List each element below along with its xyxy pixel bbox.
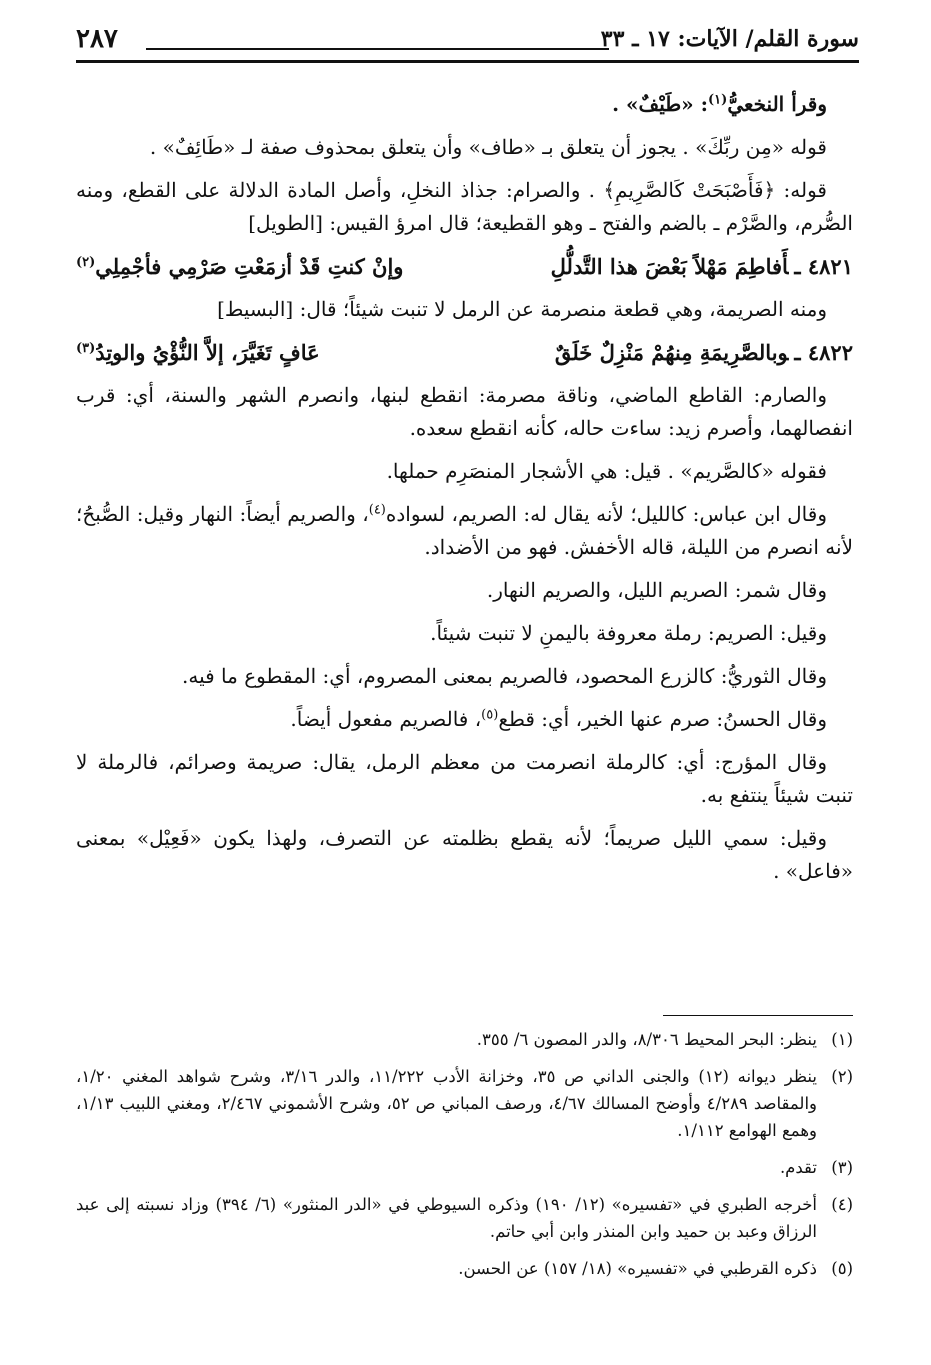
- poetry-verse: [76, 250, 853, 283]
- footnote-text: ذكره القرطبي في «تفسيره» (١٨/ ١٥٧) عن الحسن.: [458, 1259, 817, 1278]
- footnote-number: (٥): [831, 1259, 853, 1278]
- text: : «طَيْفٌ» .: [612, 92, 709, 116]
- footnote: [76, 1154, 853, 1181]
- text: وقرأ النخعيُّ: [727, 92, 827, 116]
- footnotes: [76, 1026, 853, 1292]
- paragraph: ومنه الصريمة، وهي قطعة منصرمة عن الرمل لا تنبت شيئاً؛ قال: [البسيط]: [217, 297, 827, 321]
- paragraph: والصارم: القاطع الماضي، وناقة مصرمة: انقطع لبنها، وانصرم الشهر والسنة، أي: قرب انفصالهما، وأصرم زيد: ساءت حاله، كأنه انقطع سعده.: [76, 383, 853, 440]
- main-text: [76, 88, 853, 898]
- verse-first-hemistich: وبالصَّرِيمَةِ مِنهُمْ مَنْزِلٌ خَلَقٌ: [554, 340, 789, 365]
- text: وقال ابن عباس: كالليل؛ لأنه يقال له: الصريم، لسواده: [385, 502, 827, 526]
- page-header: [76, 22, 859, 66]
- footnote-ref: (٣): [76, 341, 96, 356]
- footnote: [76, 1255, 853, 1282]
- footnote-ref: (٥): [481, 707, 499, 723]
- text: وقال الحسنُ: صرم عنها الخير، أي: قطع: [498, 707, 827, 731]
- footnote-text: ينظر ديوانه (١٢) والجنى الداني ص ٣٥، وخزانة الأدب ١١/٢٢٢، والدر ٣/١٦، وشرح شواهد المغني ١/٢٠، والمقاصد ٤/٢٨٩ وأوضح المسالك ٤/٦٧، ورصف المباني ص ٥٢، وشرح الأشموني ٢/٤٦٧، ومغني اللبيب ١/١٣، وهمع الهوامع ١/١١٢.: [76, 1067, 818, 1140]
- verse-second-hemistich: عَافٍ تَغَيَّرَ، إلاَّ النُّؤْيُ والوتِدُ: [95, 340, 320, 365]
- verse-second-hemistich: وإنْ كنتِ قَدْ أزمَعْتِ صَرْمِي فأجْمِلِي: [95, 254, 404, 279]
- paragraph: قوله «مِن ربِّكَ» . يجوز أن يتعلق بـ «طاف» وأن يتعلق بمحذوف صفة لـ «طَائِفٌ» .: [149, 135, 827, 159]
- header-line: [146, 48, 609, 50]
- verse-first-hemistich: أَفاطِمَ مَهْلاً بَعْضَ هذا التَّدلُّلِ: [550, 254, 789, 279]
- paragraph: وقيل: الصريم: رملة معروفة باليمنِ لا تنبت شيئاً.: [430, 621, 827, 645]
- footnote-number: (٢): [831, 1067, 853, 1086]
- footnote-ref: (٤): [368, 502, 386, 518]
- footnote: [76, 1063, 853, 1144]
- footnote-text: ينظر: البحر المحيط ٨/٣٠٦، والدر المصون ٦/ ٣٥٥.: [476, 1030, 817, 1049]
- paragraph: وقال شمر: الصريم الليل، والصريم النهار.: [486, 578, 827, 602]
- paragraph: [76, 703, 853, 736]
- text: ، فالصريم مفعول أيضاً.: [290, 707, 482, 731]
- footnote: [76, 1191, 853, 1245]
- paragraph: وقيل: سمي الليل صريماً؛ لأنه يقطع بظلمته عن التصرف، ولهذا يكون «فَعِيْل» بمعنى «فاعل» .: [76, 826, 853, 883]
- text: ، والصريم أيضاً: النهار وقيل: الصُّبحُ؛ لأنه انصرم من الليلة، قاله الأخفش. فهو من الأضداد.: [76, 502, 853, 559]
- footnote-number: (٤): [831, 1195, 853, 1214]
- footnote-text: تقدم.: [779, 1158, 817, 1177]
- footnote-ref: (٢): [76, 255, 96, 270]
- paragraph: فقوله «كالصَّريم» . قيل: هي الأشجار المنصَرِم حملها.: [386, 459, 827, 483]
- footnote-separator: [663, 1015, 853, 1016]
- footnote-ref: (١): [708, 92, 728, 108]
- footnote-number: (٣): [831, 1158, 853, 1177]
- footnote: [76, 1026, 853, 1053]
- poetry-verse: [76, 336, 853, 369]
- paragraph: وقال الثوريُّ: كالزرع المحصود، فالصريم بمعنى المصروم، أي: المقطوع ما فيه.: [182, 664, 827, 688]
- paragraph: قوله: ﴿فَأَصْبَحَتْ كَالصَّرِيمِ﴾ . والصرام: جذاذ النخلِ، وأصل المادة الدلالة على القطع، ومنه الصُّرم، والصَّرْم ـ بالضم والفتح ـ وهو القطيعة؛ قال امرؤ القيس: [الطويل]: [76, 178, 853, 235]
- paragraph: [76, 498, 853, 564]
- running-title: سورة القلم/ الآيات: ١٧ ـ ٣٣: [600, 26, 859, 52]
- footnote-number: (١): [831, 1030, 853, 1049]
- footnote-text: أخرجه الطبري في «تفسيره» (١٢/ ١٩٠) وذكره السيوطي في «الدر المنثور» (٦/ ٣٩٤) وزاد نسبته إلى عبد الرزاق وعبد بن حميد وابن المنذر وابن أبي حاتم.: [76, 1195, 818, 1241]
- paragraph: وقال المؤرج: أي: كالرملة انصرمت من معظم الرمل، يقال: صريمة وصرائم، فالرملة لا تنبت شيئاً ينتفع به.: [76, 750, 853, 807]
- paragraph: [76, 88, 853, 121]
- verse-number: ٤٨٢١ ـ: [794, 254, 853, 279]
- header-rule: [76, 60, 859, 63]
- verse-number: ٤٨٢٢ ـ: [794, 340, 853, 365]
- page-number: ٢٨٧: [76, 24, 118, 54]
